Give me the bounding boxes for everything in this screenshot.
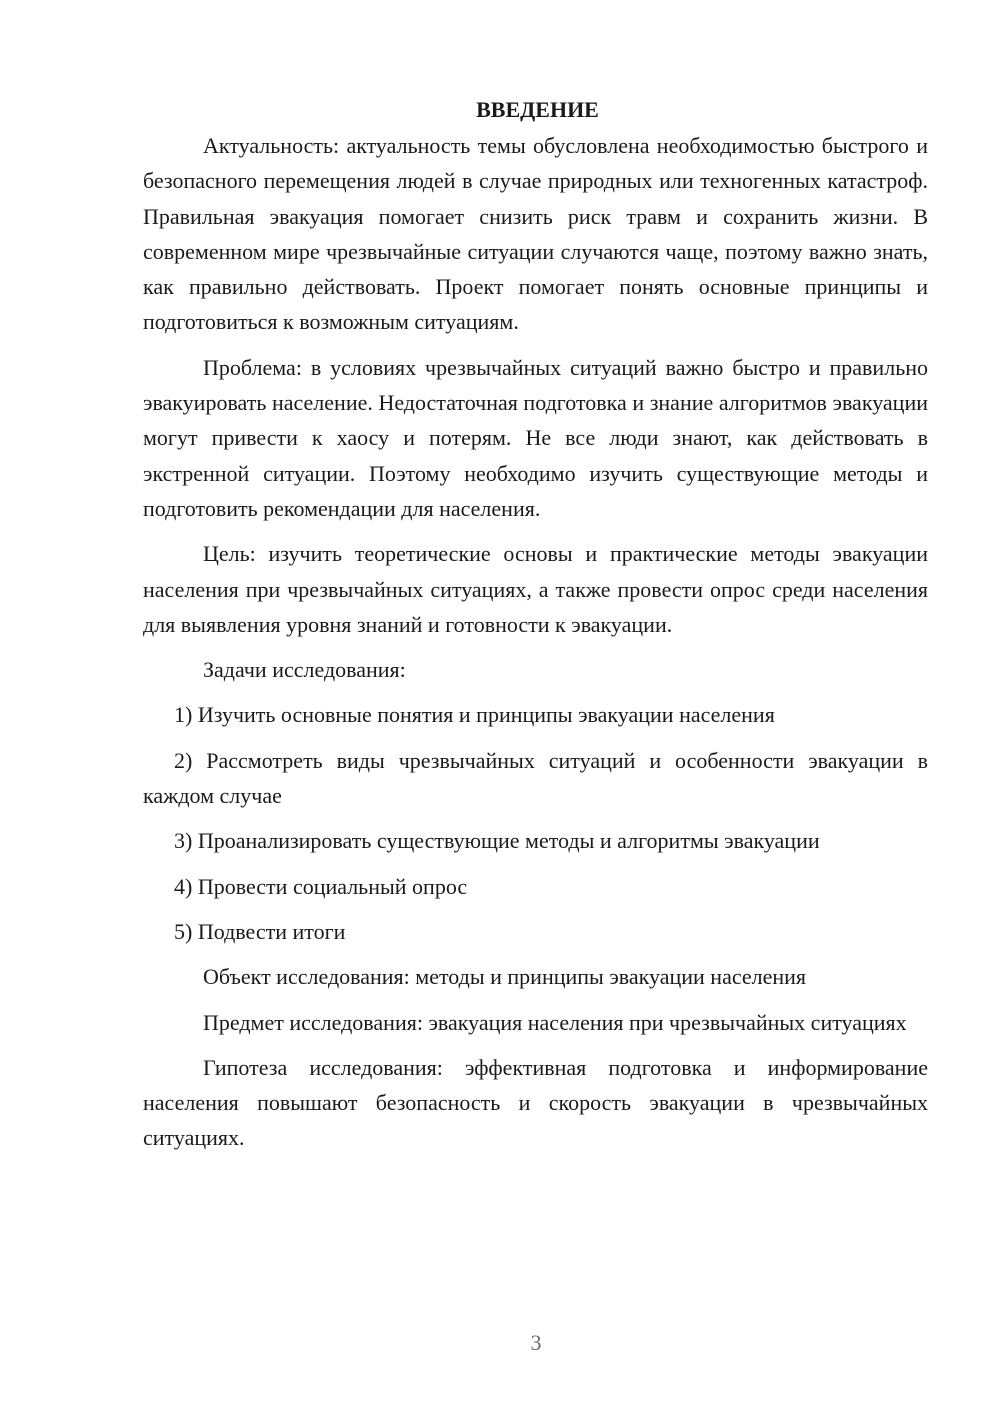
page-number: 3 [530, 1330, 542, 1355]
task-item-1: 1) Изучить основные понятия и принципы эвакуации населения [174, 702, 775, 728]
goal-paragraph: Цель: изучить теоретические основы и практические методы эвакуации населения при чрезвычайных ситуациях, а также провести опрос среди населения для выявления уровня знаний и готовности к эвакуации. [143, 541, 928, 637]
task-item-2: 2) Рассмотреть виды чрезвычайных ситуаций и особенности эвакуации в каждом случае [143, 747, 928, 809]
task-item-5: 5) Подвести итоги [174, 918, 346, 944]
task-item-3: 3) Проанализировать существующие методы и алгоритмы эвакуации [174, 828, 820, 854]
section-heading: ВВЕДЕНИЕ [476, 97, 599, 122]
subject-paragraph: Предмет исследования: эвакуация населения при чрезвычайных ситуациях [203, 1009, 907, 1035]
task-item-4: 4) Провести социальный опрос [174, 873, 468, 899]
tasks-label: Задачи исследования: [203, 657, 406, 683]
problem-paragraph: Проблема: в условиях чрезвычайных ситуаций важно быстро и правильно эвакуировать население. Недостаточная подготовка и знание алгоритмов эвакуации могут привести к хаосу и потерям. Не все люди знают, как действовать в экстренной ситуации. Поэтому необходимо изучить существующие методы и подготовить рекомендации для населения. [143, 354, 928, 521]
hypothesis-paragraph: Гипотеза исследования: эффективная подготовка и информирование населения повышают безопасность и скорость эвакуации в чрезвычайных ситуациях. [143, 1054, 928, 1151]
object-paragraph: Объект исследования: методы и принципы эвакуации населения [203, 964, 807, 990]
page-content [143, 92, 928, 1166]
relevance-paragraph: Актуальность: актуальность темы обусловлена необходимостью быстрого и безопасного перемещения людей в случае природных или техногенных катастроф. Правильная эвакуация помогает снизить риск травм и сохранить жизни. В современном мире чрезвычайные ситуации случаются чаще, поэтому важно знать, как правильно действовать. Проект помогает понять основные принципы и подготовиться к возможным ситуациям. [143, 133, 928, 335]
